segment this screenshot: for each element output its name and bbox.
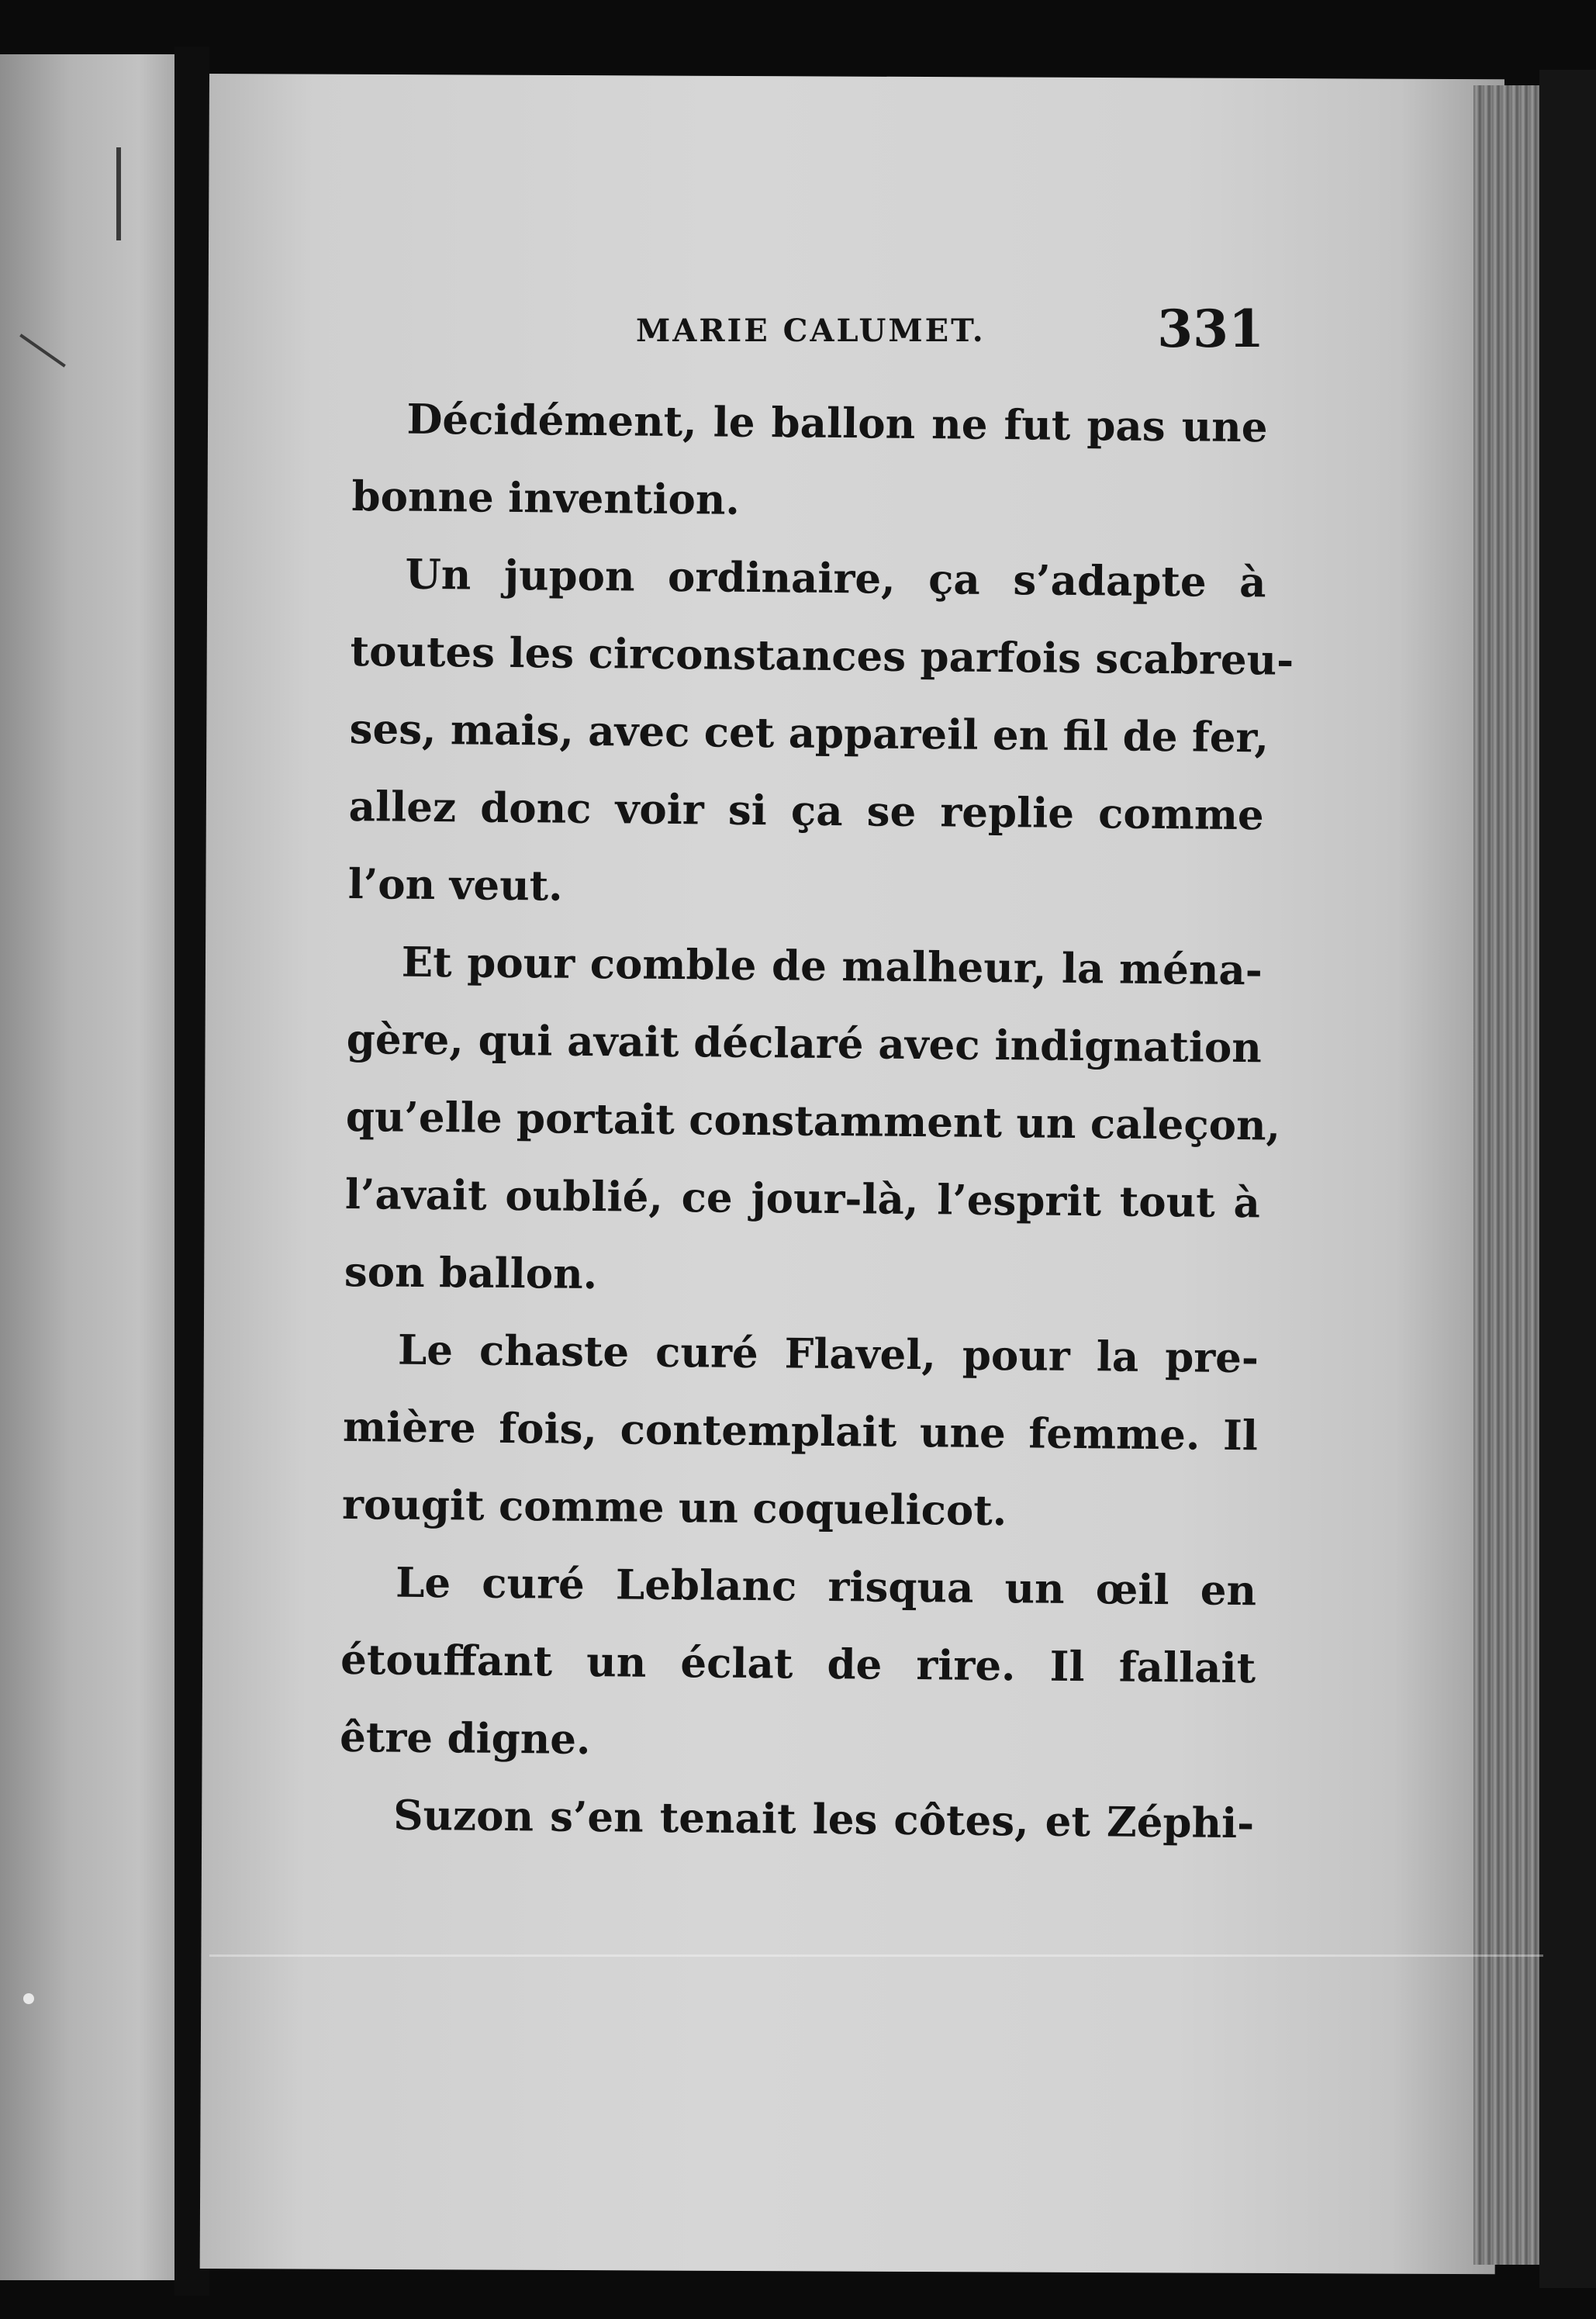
- text-line: ses, mais, avec cet appareil en fil de fer,: [349, 704, 1270, 762]
- text-line: Et pour comble de malheur, la ména-: [401, 938, 1263, 995]
- text-line: son ballon.: [344, 1247, 598, 1299]
- page-header: [636, 299, 1264, 361]
- paragraph: [340, 1543, 1257, 1785]
- text-line: qu’elle portait constamment un caleçon,: [345, 1092, 1281, 1150]
- page-stack-edge: [1473, 85, 1543, 2265]
- scan-line: [209, 1954, 1543, 1957]
- paragraph: [351, 380, 1268, 544]
- text-line: l’avait oublié, ce jour-là, l’esprit tout à: [344, 1170, 1261, 1228]
- text-line: allez donc voir si ça se replie comme: [348, 782, 1264, 840]
- text-line: Le chaste curé Flavel, pour la pre-: [397, 1325, 1259, 1383]
- paragraph: [339, 1776, 1255, 1862]
- text-line: Le curé Leblanc risqua un œil en: [395, 1558, 1257, 1616]
- text-line: gère, qui avait déclaré avec indignation: [346, 1014, 1263, 1073]
- text-line: être digne.: [339, 1712, 591, 1764]
- text-line: l’on veut.: [347, 859, 563, 911]
- page-number: 331: [1157, 299, 1264, 359]
- text-line: rougit comme un coquelicot.: [341, 1480, 1007, 1536]
- paper-spot: [23, 1993, 34, 2004]
- text-line: étouffant un éclat de rire. Il fallait: [340, 1635, 1256, 1693]
- dark-border: [1539, 70, 1596, 2288]
- left-page-edge: [0, 54, 174, 2280]
- text-line: bonne invention.: [351, 472, 741, 524]
- ink-speck: [116, 147, 121, 240]
- text-line: Suzon s’en tenait les côtes, et Zéphi-: [392, 1791, 1255, 1848]
- ink-speck: [19, 334, 66, 367]
- paragraph: [347, 535, 1294, 931]
- paragraph: [342, 1311, 1259, 1552]
- body-text: [339, 380, 1294, 1862]
- paragraph: [344, 923, 1281, 1319]
- text-line: Décidément, le ballon ne fut pas une: [406, 395, 1268, 452]
- text-line: Un jupon ordinaire, ça s’adapte à: [405, 550, 1266, 607]
- text-line: toutes les circonstances parfois scabreu-: [350, 627, 1294, 685]
- text-line: mière fois, contemplait une femme. Il: [342, 1402, 1259, 1460]
- running-head: MARIE CALUMET.: [636, 313, 986, 349]
